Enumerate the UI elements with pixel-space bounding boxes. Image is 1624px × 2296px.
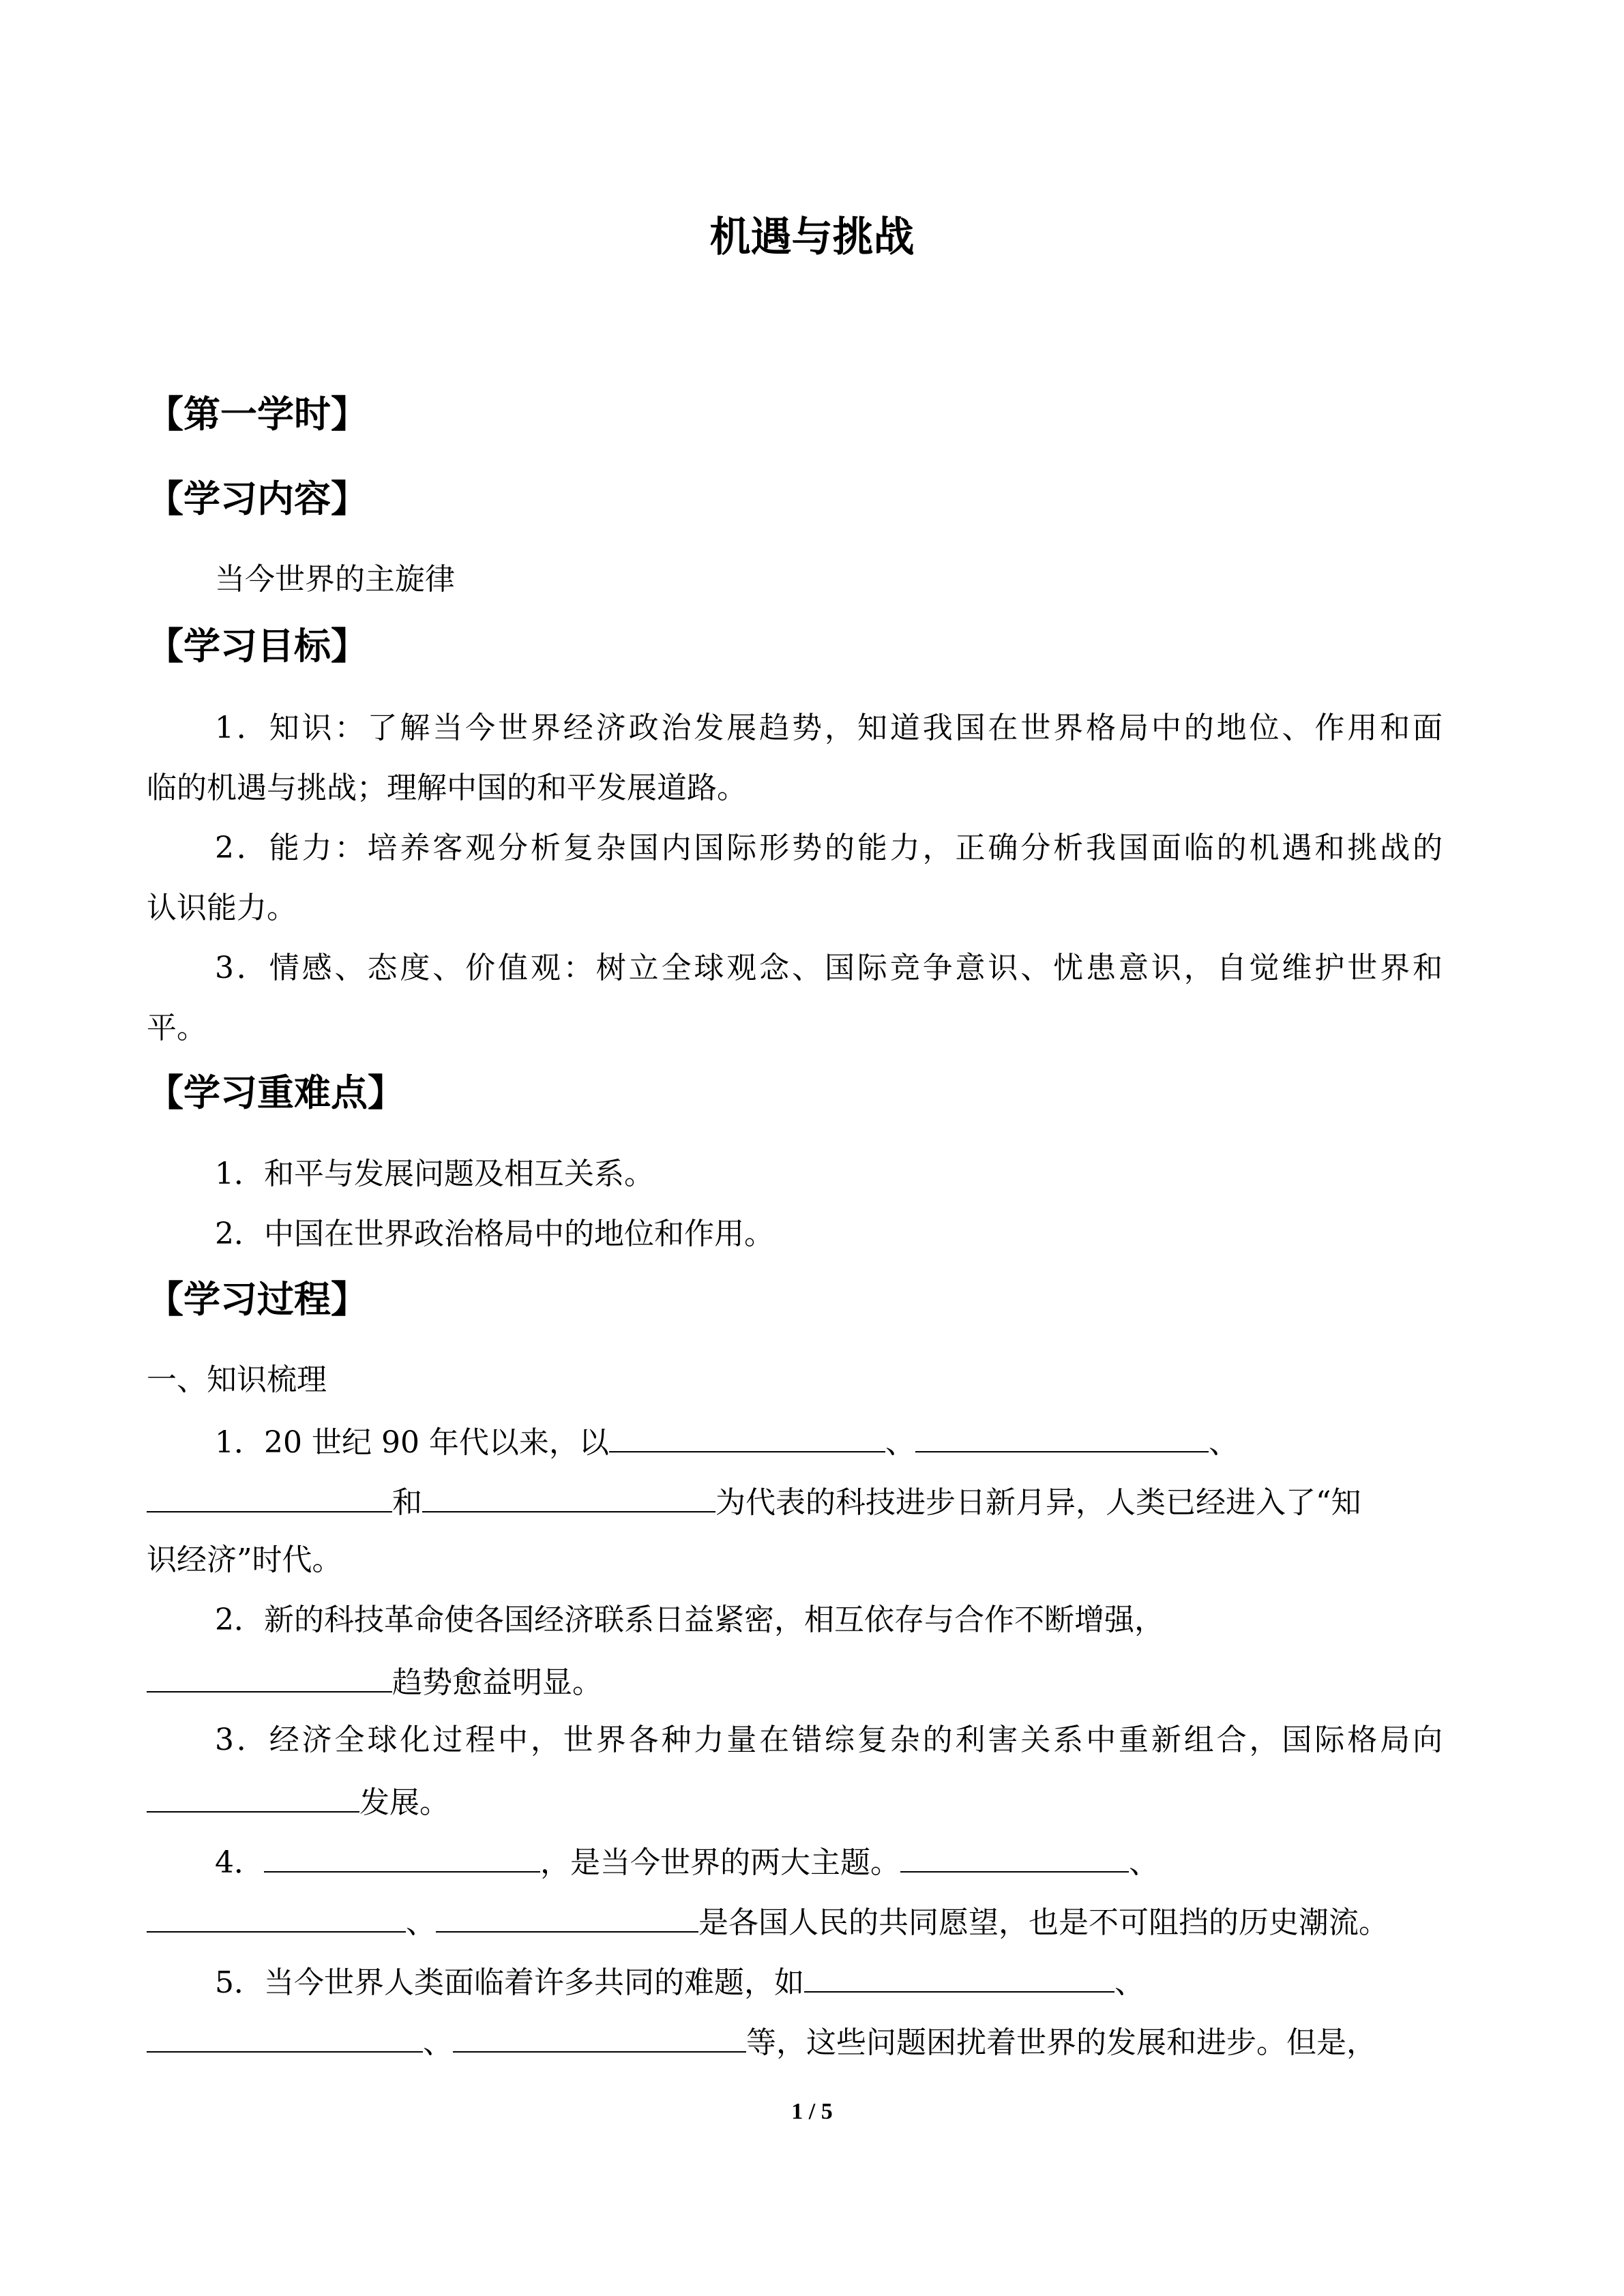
goal-3-line-1: 3．情感、态度、价值观：树立全球观念、国际竞争意识、忧患意识，自觉维护世界和 <box>215 951 1443 985</box>
heading-key-points: 【学习重难点】 <box>147 1071 404 1114</box>
fill-blank[interactable] <box>915 1420 1209 1452</box>
question-1-line-2: 和 为代表的科技进步日新月异，人类已经进入了“知 <box>147 1480 1443 1523</box>
fill-blank[interactable] <box>147 1780 359 1813</box>
question-5-line-2: 、 等，这些问题困扰着世界的发展和进步。但是， <box>147 2020 1443 2063</box>
heading-learning-process: 【学习过程】 <box>147 1278 368 1321</box>
learning-content-text: 当今世界的主旋律 <box>215 562 455 597</box>
fill-blank[interactable] <box>147 1900 406 1933</box>
question-4-line-2: 、 是各国人民的共同愿望，也是不可阻挡的历史潮流。 <box>147 1900 1443 1943</box>
question-2-line-1: 2．新的科技革命使各国经济联系日益紧密，相互依存与合作不断增强， <box>215 1602 1164 1637</box>
fill-blank[interactable] <box>147 1480 392 1512</box>
goal-2-line-1: 2．能力：培养客观分析复杂国内国际形势的能力，正确分析我国面临的机遇和挑战的 <box>215 831 1443 865</box>
fill-blank[interactable] <box>609 1420 885 1452</box>
heading-learning-goals: 【学习目标】 <box>147 625 368 668</box>
fill-blank[interactable] <box>436 1900 698 1933</box>
page-title: 机遇与挑战 <box>709 213 915 261</box>
question-1-line-1: 1．20 世纪 90 年代以来，以 、 、 <box>147 1420 1443 1463</box>
fill-blank[interactable] <box>804 1960 1114 1993</box>
question-2-line-2: 趋势愈益明显。 <box>147 1660 1443 1703</box>
question-4-line-1: 4． ，是当今世界的两大主题。 、 <box>147 1840 1443 1883</box>
goal-1-line-2: 临的机遇与挑战；理解中国的和平发展道路。 <box>147 771 747 805</box>
question-3-line-1: 3．经济全球化过程中，世界各种力量在错综复杂的利害关系中重新组合，国际格局向 <box>215 1723 1443 1757</box>
fill-blank[interactable] <box>453 2020 746 2053</box>
heading-first-lesson: 【第一学时】 <box>147 393 368 436</box>
key-point-1: 1．和平与发展问题及相互关系。 <box>215 1157 654 1191</box>
goal-3-line-2: 平。 <box>147 1011 207 1045</box>
fill-blank[interactable] <box>422 1480 715 1512</box>
fill-blank[interactable] <box>264 1840 540 1873</box>
question-3-line-2: 发展。 <box>147 1780 1443 1823</box>
fill-blank[interactable] <box>147 1660 392 1693</box>
question-1-line-3: 识经济”时代。 <box>147 1542 342 1577</box>
section-knowledge-review: 一、知识梳理 <box>147 1362 327 1397</box>
page-number: 1 / 5 <box>791 2099 833 2124</box>
fill-blank[interactable] <box>900 1840 1129 1873</box>
goal-2-line-2: 认识能力。 <box>147 891 297 925</box>
goal-1-line-1: 1．知识：了解当今世界经济政治发展趋势，知道我国在世界格局中的地位、作用和面 <box>215 711 1443 745</box>
heading-learning-content: 【学习内容】 <box>147 477 368 520</box>
question-5-line-1: 5．当今世界人类面临着许多共同的难题，如 、 <box>147 1960 1443 2003</box>
key-point-2: 2．中国在世界政治格局中的地位和作用。 <box>215 1217 774 1251</box>
fill-blank[interactable] <box>147 2020 423 2053</box>
